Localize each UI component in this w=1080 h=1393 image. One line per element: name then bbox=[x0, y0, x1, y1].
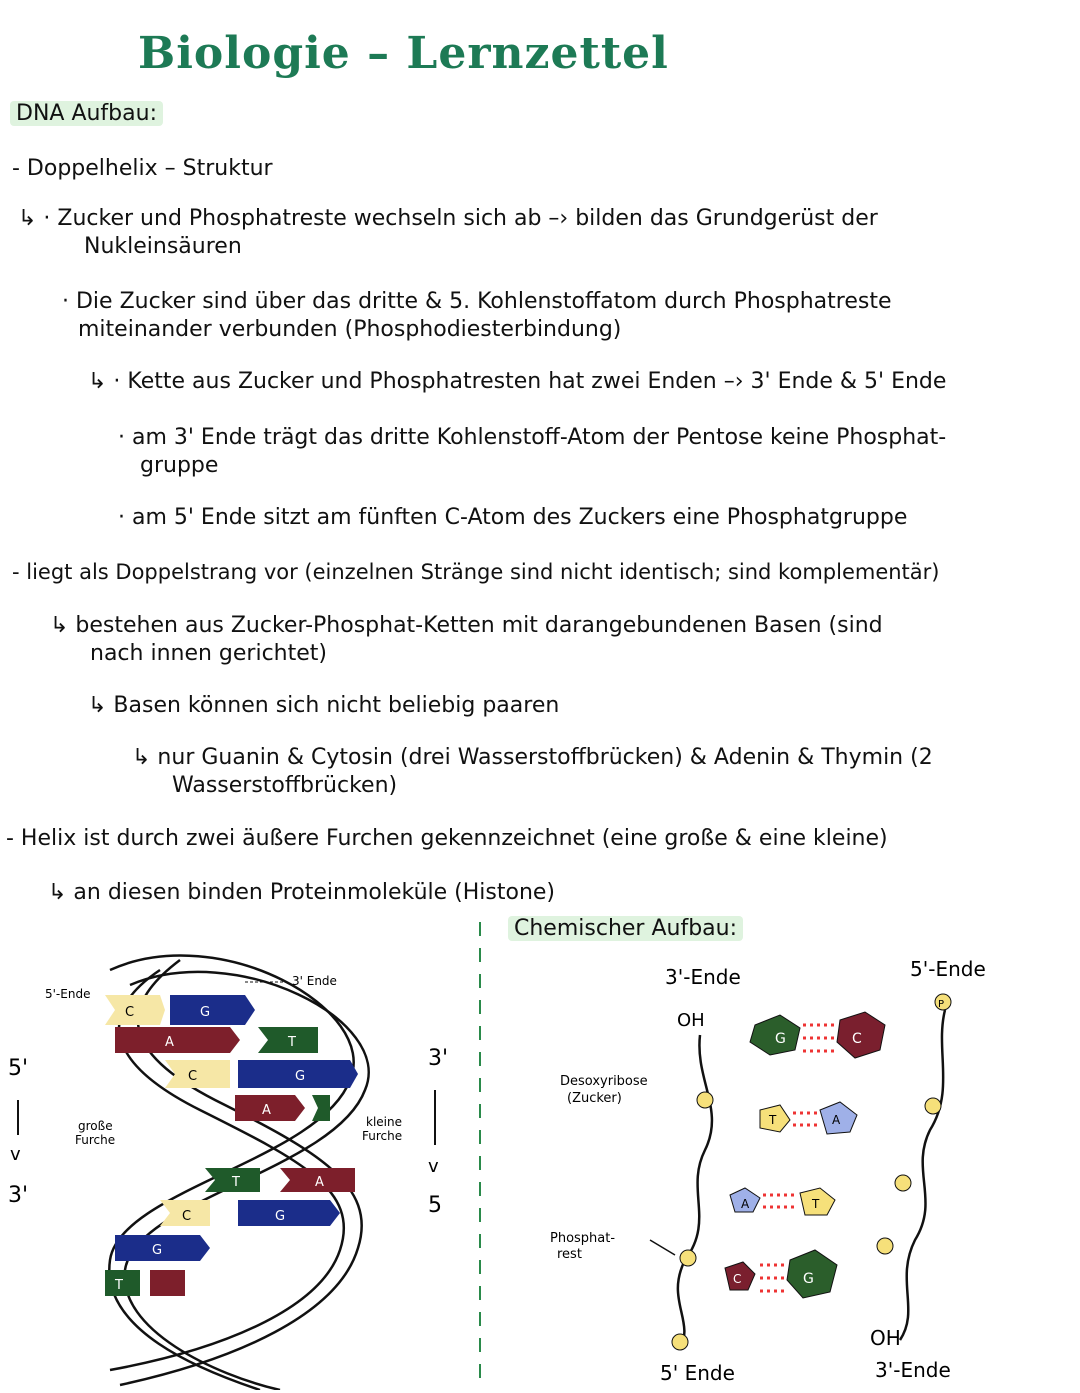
arrow-down-icon: v bbox=[428, 1156, 439, 1177]
base-pair-gc bbox=[750, 1012, 885, 1058]
note-line: nach innen gerichtet) bbox=[90, 641, 327, 666]
note-line: · Die Zucker sind über das dritte & 5. Kohlenstoffatom durch Phosphatreste bbox=[62, 289, 892, 314]
label-oh-bottom: OH bbox=[870, 1326, 901, 1350]
note-line: · am 3' Ende trägt das dritte Kohlenstoff-Atom der Pentose keine Phosphat- bbox=[118, 425, 947, 450]
base-label: T bbox=[812, 1197, 820, 1211]
divider bbox=[470, 922, 490, 1382]
base-label: G bbox=[295, 1069, 306, 1084]
base-label: G bbox=[275, 1209, 286, 1224]
base-pair bbox=[105, 995, 255, 1025]
note-line: Wasserstoffbrücken) bbox=[172, 773, 398, 798]
label-left-5: 5' bbox=[8, 1056, 29, 1081]
label-rest: rest bbox=[557, 1247, 582, 1262]
label-5-ende: 5'-Ende bbox=[45, 987, 91, 1001]
note-line: - Doppelhelix – Struktur bbox=[12, 156, 273, 181]
base-label: A bbox=[262, 1103, 271, 1118]
label-right-3: 3' bbox=[428, 1046, 449, 1071]
base-pair bbox=[160, 1200, 340, 1226]
note-line: miteinander verbunden (Phosphodiesterbindung) bbox=[78, 317, 622, 342]
base-label: G bbox=[152, 1243, 163, 1258]
base-label: C bbox=[125, 1005, 135, 1020]
note-line: ↳ an diesen binden Proteinmoleküle (Histone) bbox=[48, 880, 555, 905]
base-label: C bbox=[188, 1069, 198, 1084]
base-label: G bbox=[200, 1005, 211, 1020]
chem-heading-text: Chemischer Aufbau: bbox=[508, 916, 743, 941]
base-label: C bbox=[733, 1272, 742, 1286]
base-pair-at bbox=[730, 1188, 835, 1215]
note-line: · am 5' Ende sitzt am fünften C-Atom des Zuckers eine Phosphatgruppe bbox=[118, 505, 908, 530]
base-label: A bbox=[315, 1175, 324, 1190]
label-phosphatrest: Phosphat- bbox=[550, 1231, 616, 1246]
backbone-left bbox=[678, 1035, 712, 1350]
label-3-ende-bottom: 3'-Ende bbox=[875, 1358, 951, 1382]
base-label: A bbox=[741, 1197, 750, 1211]
base-label: A bbox=[832, 1113, 841, 1127]
note-line: gruppe bbox=[140, 453, 219, 478]
page-title: Biologie – Lernzettel bbox=[138, 28, 669, 79]
chem-diagram bbox=[545, 950, 1075, 1390]
note-line: ↳ nur Guanin & Cytosin (drei Wasserstoffbrücken) & Adenin & Thymin (2 bbox=[132, 745, 933, 770]
base-pair bbox=[205, 1168, 355, 1192]
note-line: ↳ bestehen aus Zucker-Phosphat-Ketten mit darangebundenen Basen (sind bbox=[50, 613, 883, 638]
label-grosse-furche: große bbox=[78, 1119, 113, 1133]
note-line: - Helix ist durch zwei äußere Furchen gekennzeichnet (eine große & eine kleine) bbox=[6, 826, 888, 851]
note-line: ↳ · Kette aus Zucker und Phosphatresten hat zwei Enden –› 3' Ende & 5' Ende bbox=[88, 369, 947, 394]
note-line: Nukleinsäuren bbox=[84, 234, 242, 259]
helix-diagram bbox=[0, 930, 470, 1390]
phosphate-right bbox=[877, 994, 951, 1254]
base-label: G bbox=[803, 1271, 814, 1287]
base-label: T bbox=[769, 1113, 777, 1127]
backbone-right bbox=[900, 1010, 945, 1340]
label-3-ende-top: 3'-Ende bbox=[665, 965, 741, 989]
base-label: A bbox=[165, 1035, 174, 1050]
label-left-3: 3' bbox=[8, 1183, 29, 1208]
base-pair bbox=[165, 1060, 358, 1088]
label-oh-top: OH bbox=[677, 1010, 705, 1031]
base-pair bbox=[105, 1270, 185, 1296]
base-pair bbox=[235, 1095, 330, 1121]
label-right-5: 5 bbox=[428, 1193, 442, 1218]
note-line: ↳ Basen können sich nicht beliebig paaren bbox=[88, 693, 560, 718]
arrow-down-icon: v bbox=[10, 1144, 21, 1165]
label-3-ende: 3' Ende bbox=[292, 974, 337, 988]
section-heading-text: DNA Aufbau: bbox=[10, 101, 163, 126]
label-5-ende-top: 5'-Ende bbox=[910, 957, 986, 981]
base-pair-cg bbox=[725, 1250, 837, 1298]
base-label: T bbox=[288, 1035, 296, 1050]
base-label: T bbox=[115, 1278, 123, 1293]
label-zucker: (Zucker) bbox=[567, 1091, 622, 1106]
chem-heading bbox=[508, 915, 743, 943]
base-label: C bbox=[852, 1031, 862, 1047]
label-kleine-furche-2: Furche bbox=[362, 1129, 403, 1143]
base-pair bbox=[115, 1027, 318, 1053]
base-pair-ta bbox=[760, 1102, 857, 1134]
label-grosse-furche-2: Furche bbox=[75, 1133, 116, 1147]
label-kleine-furche: kleine bbox=[366, 1115, 402, 1129]
note-line: ↳ · Zucker und Phosphatreste wechseln sich ab –› bilden das Grundgerüst der bbox=[18, 206, 878, 231]
base-label: T bbox=[232, 1175, 240, 1190]
section-heading bbox=[10, 100, 163, 128]
label-5-ende-bottom: 5' Ende bbox=[660, 1361, 735, 1385]
base-pair bbox=[115, 1235, 210, 1261]
base-label: C bbox=[182, 1209, 192, 1224]
base-label: G bbox=[775, 1031, 786, 1047]
phosphate-left bbox=[672, 1092, 713, 1350]
label-desoxyribose: Desoxyribose bbox=[560, 1074, 648, 1089]
note-line: - liegt als Doppelstrang vor (einzelnen Stränge sind nicht identisch; sind komplementär) bbox=[12, 560, 940, 584]
phosphate-p: P bbox=[938, 999, 945, 1010]
